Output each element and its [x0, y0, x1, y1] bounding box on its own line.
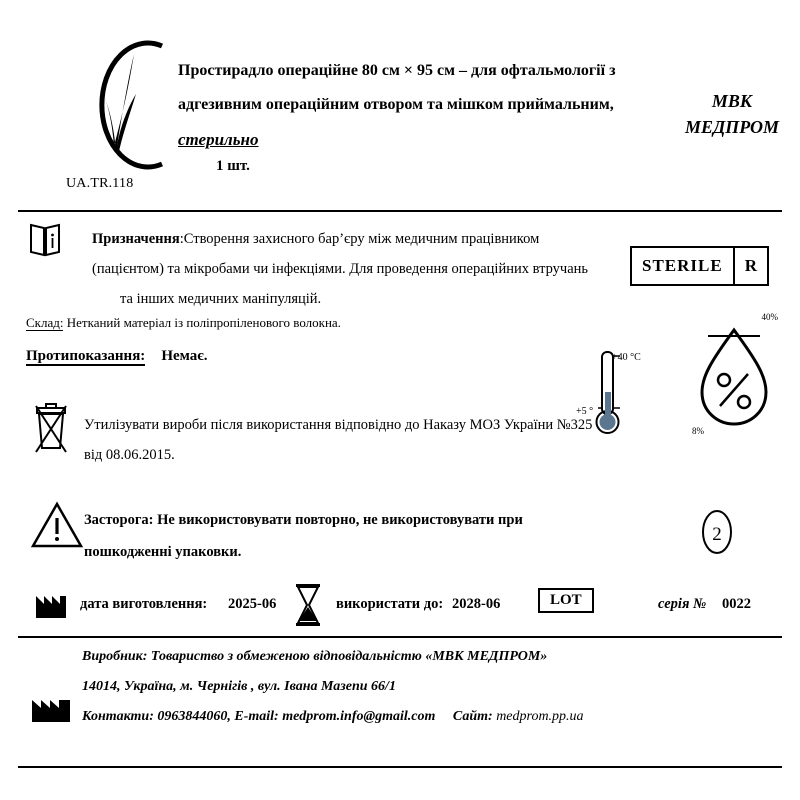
contraindications-label: Протипоказання: [26, 348, 146, 364]
warning-text [84, 504, 604, 568]
composition-label: Склад: [26, 315, 64, 330]
site-url[interactable]: medprom.pp.ua [492, 709, 584, 724]
sterile-badge [630, 246, 769, 286]
warning-triangle-icon [30, 500, 84, 550]
divider-top [18, 210, 782, 212]
humidity-limit-icon [686, 312, 786, 442]
purpose-line-3: та інших медичних маніпуляцій. [120, 291, 322, 307]
purpose-line-2: (пацієнтом) та мікробами чи інфекціями. Для проведення операційних втручань [92, 261, 589, 277]
header-section [0, 18, 800, 208]
site-label: Сайт: [452, 709, 493, 724]
sterile-label: стерильно [178, 130, 259, 149]
temperature-max-label: +40 °C [612, 352, 641, 363]
composition-value: Нетканий матеріал із поліпропіленового волокна. [63, 315, 341, 330]
manufacture-date-value: 2025-06 [228, 596, 277, 612]
brand-line-1: МВК [711, 91, 753, 111]
contacts-text: Контакти: 0963844060, E-mail: medprom.info@gmail.com [82, 709, 436, 724]
expiry-hourglass-icon [294, 582, 322, 628]
warning-label: Засторога: [84, 512, 154, 528]
disposal-text [84, 410, 604, 470]
contraindications-row [26, 348, 207, 365]
sterile-method-code: R [744, 256, 757, 275]
manufacture-date-icon [34, 592, 68, 620]
purpose-line-1: :Створення захисного бар’єру між медичним працівником [179, 231, 540, 247]
purpose-label: Призначення [92, 231, 180, 247]
humidity-max-label: 40% [761, 312, 778, 322]
quantity-label: 1 шт. [216, 158, 250, 174]
manufacturer-line-1: Виробник: Товариство з обмеженою відповідальністю «МВК МЕДПРОМ» [82, 649, 548, 664]
disposal-line-1: Утилізувати вироби після використання відповідно до Наказу МОЗ України №325 [84, 417, 593, 433]
manufacture-date-label: дата виготовлення: [80, 596, 208, 612]
manufacturer-line-2: 14014, Україна, м. Чернігів , вул. Івана Мазепи 66/1 [82, 679, 396, 694]
divider-bottom [18, 766, 782, 768]
manufacturer-section [0, 642, 800, 762]
product-title-line-2: адгезивним операційним отвором та мішком приймальним, [178, 96, 614, 113]
sterile-badge-text: STERILE [642, 256, 723, 275]
manufacturer-icon [30, 690, 72, 724]
warning-line-2: пошкодженні упаковки. [84, 544, 242, 560]
series-label: серія № [658, 596, 707, 612]
series-value: 0022 [722, 596, 751, 612]
purpose-text [92, 224, 592, 314]
disposal-line-2: від 08.06.2015. [84, 447, 175, 463]
expiry-date-value: 2028-06 [452, 596, 501, 612]
brand-name [672, 88, 792, 140]
consult-instructions-icon [28, 222, 62, 258]
humidity-min-label: 8% [692, 426, 704, 436]
contraindications-value: Немає. [161, 348, 208, 364]
conformity-code: UA.TR.118 [66, 176, 134, 191]
device-class-icon [694, 508, 740, 556]
svg-text:2: 2 [712, 524, 722, 545]
product-title [178, 54, 648, 175]
product-title-line-1: Простирадло операційне 80 см × 95 см – для офтальмології з [178, 62, 616, 79]
warning-line-1: Не використовувати повторно, не використовувати при [153, 512, 523, 528]
expiry-date-label: використати до: [336, 596, 444, 612]
manufacturer-contacts [82, 702, 800, 732]
ukraine-conformity-mark-icon [62, 36, 172, 186]
divider-middle [18, 636, 782, 638]
dates-row [0, 580, 800, 632]
brand-line-2: МЕДПРОМ [684, 117, 780, 137]
do-not-dispose-bin-icon [28, 400, 74, 460]
composition-row [26, 314, 341, 332]
temperature-min-label: +5 ° [576, 406, 594, 417]
lot-badge: LOT [538, 588, 594, 613]
